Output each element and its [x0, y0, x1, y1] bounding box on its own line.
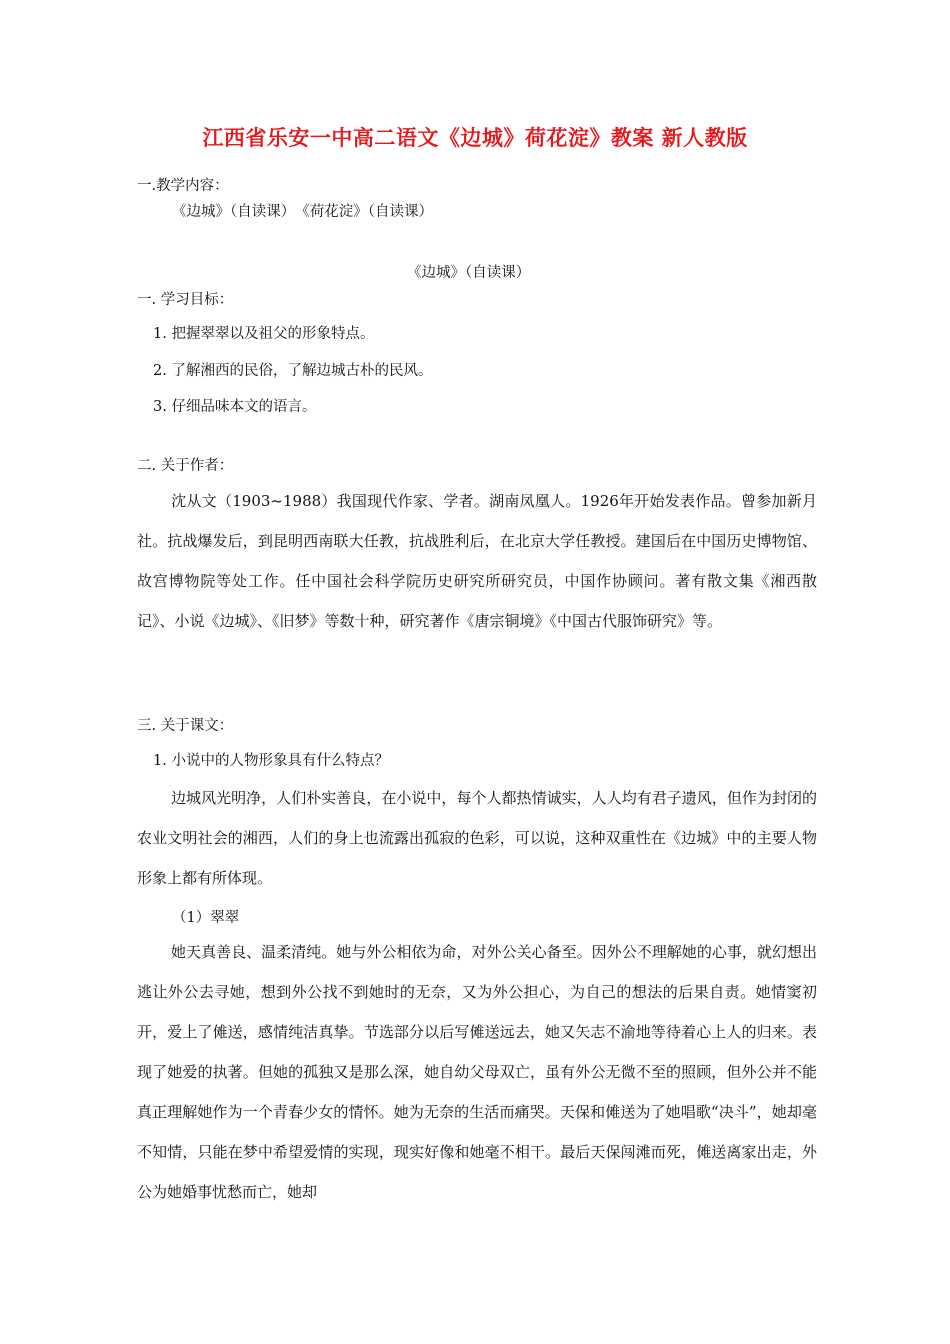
intro-paragraph	[137, 778, 817, 898]
lesson-subtitle: 《边城》（自读课）	[407, 265, 531, 281]
text-heading: 三. 关于课文：	[137, 718, 234, 734]
content-items: 《边城》（自读课） 《荷花淀》（自读课）	[172, 204, 433, 220]
question-item: 1. 小说中的人物形象具有什么特点？	[153, 753, 389, 769]
goals-heading: 一. 学习目标：	[137, 292, 234, 308]
cuicui-text: 她天真善良、温柔清纯。她与外公相依为命，对外公关心备至。因外公不理解她的心事，就幻想出逃让外公去寻她，想到外公找不到她时的无奈，又为外公担心，为自己的想法的后果自责。她情窦初开，爱上了傩送，感情纯洁真挚。节选部分以后写傩送远去，她又矢志不渝地等待着心上人的归来。表现了她爱的执著。但她的孤独又是那么深，她自幼父母双亡，虽有外公无微不至的照顾，但外公并不能真正理解她作为一个青春少女的情怀。她为无奈的生活而痛哭。天保和傩送为了她唱歌“决斗”，她却毫不知情，只能在梦中希望爱情的实现，现实好像和她毫不相干。最后天保闯滩而死，傩送离家出走，外公为她婚事忧愁而亡，她却	[137, 943, 817, 1201]
document-title: 江西省乐安一中高二语文《边城》荷花淀》教案 新人教版	[202, 126, 748, 150]
goal-item: 1. 把握翠翠以及祖父的形象特点。	[153, 326, 375, 342]
content-heading: 一.教学内容：	[137, 178, 229, 194]
author-text: 沈从文（1903~1988）我国现代作家、学者。湖南凤凰人。1926年开始发表作品。曾参加新月社。抗战爆发后，到昆明西南联大任教，抗战胜利后，在北京大学任教授。建国后在中国历史博物馆、故宫博物院等处工作。任中国社会科学院历史研究所研究员，中国作协顾问。著有散文集《湘西散记》、小说《边城》、《旧梦》等数十种，研究著作《唐宗铜境》《中国古代服饰研究》等。	[137, 492, 817, 630]
author-paragraph	[137, 481, 817, 641]
cuicui-paragraph	[137, 932, 817, 1212]
goal-item: 3. 仔细品味本文的语言。	[153, 399, 317, 415]
author-heading: 二. 关于作者：	[137, 458, 234, 474]
intro-text: 边城风光明净，人们朴实善良，在小说中，每个人都热情诚实，人人均有君子遗风，但作为封闭的农业文明社会的湘西，人们的身上也流露出孤寂的色彩，可以说，这种双重性在《边城》中的主要人物形象上都有所体现。	[137, 789, 817, 887]
goal-item: 2. 了解湘西的民俗，了解边城古朴的民风。	[153, 363, 433, 379]
cuicui-heading: （1）翠翠	[172, 910, 240, 926]
